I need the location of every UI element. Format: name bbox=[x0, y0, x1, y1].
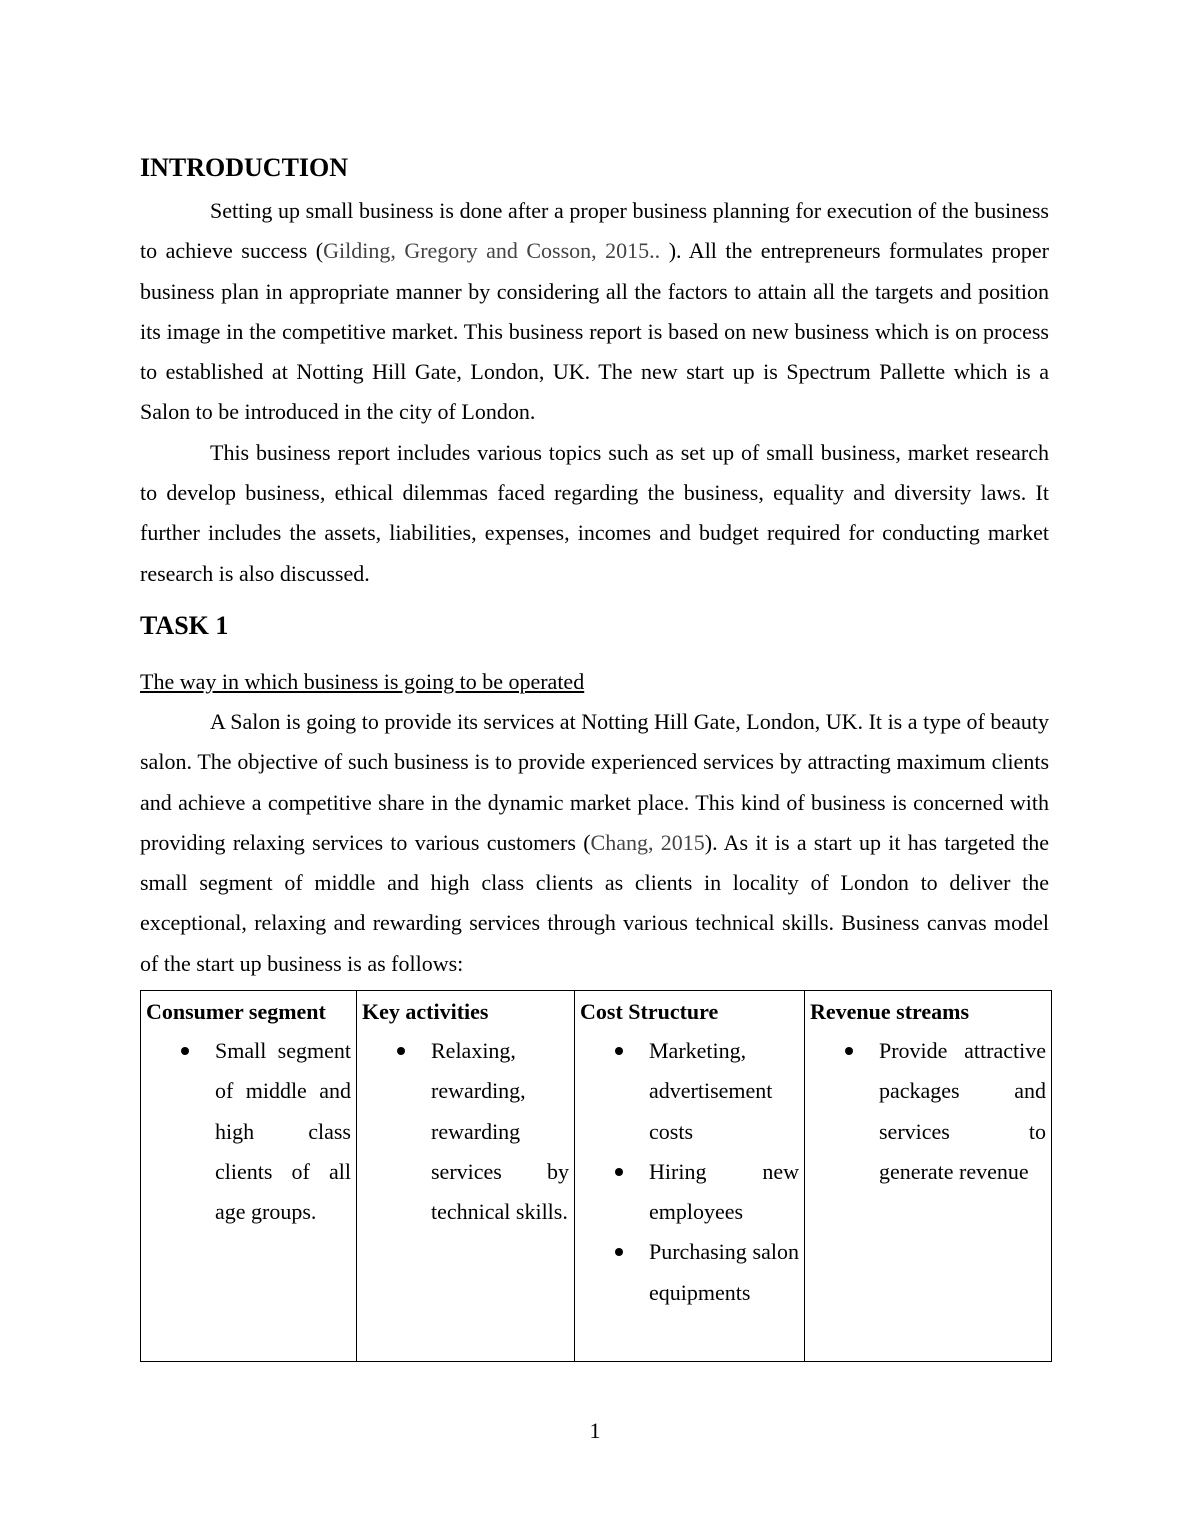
intro-paragraph-1 bbox=[140, 191, 1049, 433]
table-row bbox=[141, 991, 1052, 1362]
page-number: 1 bbox=[589, 1418, 601, 1443]
list-item: Relaxing, rewarding, rewarding services by technical skills. bbox=[362, 1031, 569, 1232]
canvas-column-cost-structure bbox=[575, 991, 805, 1362]
task1-p-text-end: ). As it is a start up it has targeted the small segment of middle and high class clients as clients in locality of London to deliver the exceptional, relaxing and rewarding services through various technical skills. Business canvas model of the start up business is as follows: bbox=[140, 829, 1049, 976]
introduction-heading: INTRODUCTION bbox=[140, 153, 349, 182]
list-item: Hiring new employees bbox=[580, 1152, 799, 1233]
column-header: Key activities bbox=[362, 999, 489, 1024]
task1-p-text-start: A Salon is going to provide its services at Notting Hill Gate, London, UK. It is a type of beauty salon. The objective of such business is to provide experienced services by attracting maximum clients and achieve a competitive share in the dynamic market place. This kind of business is concerned with providing relaxing services to various customers ( bbox=[140, 708, 1049, 855]
bullet-list bbox=[362, 1031, 569, 1232]
canvas-column-consumer-segment bbox=[141, 991, 357, 1362]
column-header: Revenue streams bbox=[810, 999, 970, 1024]
intro-citation: Gilding, Gregory and Cosson, 2015.. bbox=[323, 238, 669, 264]
list-item: Provide attractive packages and services to generate revenue bbox=[810, 1031, 1046, 1192]
task1-citation: Chang, 2015 bbox=[590, 829, 705, 855]
bullet-list bbox=[810, 1031, 1046, 1192]
canvas-column-revenue-streams bbox=[805, 991, 1052, 1362]
list-item: Marketing, advertisement costs bbox=[580, 1031, 799, 1152]
task1-paragraph bbox=[140, 702, 1049, 984]
column-header: Consumer segment bbox=[146, 999, 326, 1024]
intro-p1-text-start: Setting up small business is done after a proper business planning for execution of the business to achieve success ( bbox=[140, 198, 1049, 264]
list-item: Small segment of middle and high class clients of all age groups. bbox=[146, 1031, 351, 1232]
column-header: Cost Structure bbox=[580, 999, 719, 1024]
intro-paragraph-2: This business report includes various topics such as set up of small business, market research to develop business, ethical dilemmas faced regarding the business, equality and diversity laws. It further includes the assets, liabilities, expenses, incomes and budget required for conducting market research is also discussed. bbox=[140, 439, 1049, 586]
document-page bbox=[140, 150, 1049, 1305]
task1-heading: TASK 1 bbox=[140, 610, 229, 640]
bullet-list bbox=[580, 1031, 799, 1313]
bullet-list bbox=[146, 1031, 351, 1232]
task1-subheading: The way in which business is going to be operated bbox=[140, 668, 585, 694]
canvas-column-key-activities bbox=[357, 991, 575, 1362]
business-canvas-table bbox=[140, 990, 1052, 1362]
intro-p1-text-end: ). All the entrepreneurs formulates proper business plan in appropriate manner by considering all the factors to attain all the targets and position its image in the competitive market. This business report is based on new business which is on process to established at Notting Hill Gate, London, UK. The new start up is Spectrum Pallette which is a Salon to be introduced in the city of London. bbox=[140, 238, 1049, 425]
list-item: Purchasing salon equipments bbox=[580, 1232, 799, 1313]
